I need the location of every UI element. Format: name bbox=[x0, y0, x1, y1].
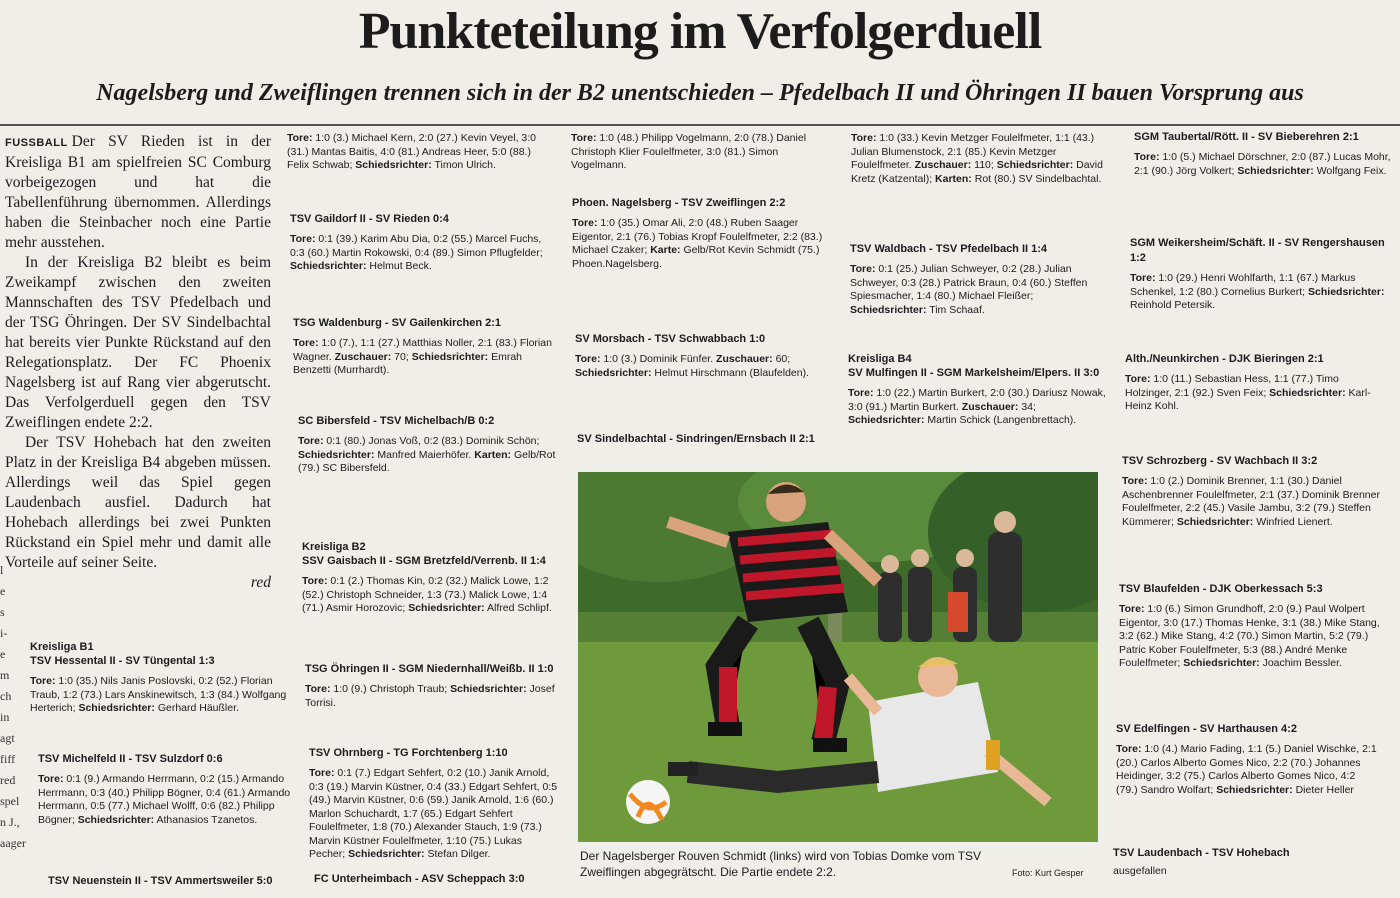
result-block: TSV Blaufelden - DJK Oberkessach 5:3 Tore: 1:0 (6.) Simon Grundhoff, 2:0 (9.) Paul Wolpert Eigentor, 3:0 (17.) Thomas Henke, 3:1 (38.) Mike Stang, 3:2 (62.) Mike Stang, 4:2 (70.) Simon Martin, 5:2 (79.) Patric Kober Foulelfmeter, 5:3 (88.) André Menke Foulelfmeter; Schiedsrichter: Joachim Bessler. bbox=[1119, 583, 1380, 669]
result-block: SV Edelfingen - SV Harthausen 4:2 Tore: 1:0 (4.) Mario Fading, 1:1 (5.) Daniel Wischke, 2:1 (20.) Carlos Alberto Gomes Nico, 2:2 (70.) Johannes Heidinger, 3:2 (75.) Carlos Alberto Gomes Nico, 4:2 (79.) Sandro Wolfart; Schiedsrichter: Dieter Heller bbox=[1116, 723, 1377, 796]
result-block: Kreisliga B1 TSV Hessental II - SV Tüngental 1:3 Tore: 1:0 (35.) Nils Janis Poslovski, 0:2 (52.) Florian Traub, 1:2 (73.) Lars Anskinewitsch, 1:3 (84.) Wolfgang Herterich; Schiedsrichter: Gerhard Häußler. bbox=[30, 641, 287, 714]
article-paragraph-3: Der TSV Hohebach hat den zweiten Platz in der Kreisliga B4 abgeben müssen. Allerdings weil das Spiel gegen Laudenbach ausfiel. Dadurch hat Hohebach allerdings bei zwei Punkten Rückstand ein Spiel mehr und damit alle Vorteile auf seiner Seite. red bbox=[5, 434, 271, 591]
header-rule bbox=[0, 124, 1400, 126]
result-block: SGM Weikersheim/Schäft. II - SV Rengershausen 1:2 Tore: 1:0 (29.) Henri Wohlfarth, 1:1 (67.) Markus Schenkel, 1:2 (80.) Cornelius Burkert; Schiedsrichter: Reinhold Petersik. bbox=[1130, 237, 1385, 311]
article-text bbox=[5, 132, 271, 593]
result-block: SV Sindelbachtal - Sindringen/Ernsbach II 2:1 bbox=[577, 433, 815, 445]
subheadline: Nagelsberg und Zweiflingen trennen sich in der B2 unentschieden – Pfedelbach II und Öhringen II bauen Vorsprung aus bbox=[96, 80, 1304, 106]
article-paragraph-1: FUSSBALL Der SV Rieden ist in der Kreisliga B1 am spielfreien SC Comburg vorbeigezogen und hat die Tabellenführung übernommen. Allerdings haben die Steinbacher noch eine Partie mehr ausstehen. bbox=[5, 133, 271, 251]
result-block: Tore: 1:0 (3.) Michael Kern, 2:0 (27.) Kevin Veyel, 3:0 (31.) Mantas Baitis, 4:0 (81.) Andreas Heer, 5:0 (88.) Felix Schwab; Schiedsrichter: Timon Ulrich. bbox=[287, 132, 537, 171]
result-block: TSV Laudenbach - TSV Hohebach ausgefallen bbox=[1113, 847, 1290, 877]
match-photo bbox=[578, 472, 1098, 842]
result-block: Tore: 1:0 (48.) Philipp Vogelmann, 2:0 (78.) Daniel Christoph Klier Foulelfmeter, 3:0 (81.) Simon Vogelmann. bbox=[571, 132, 807, 171]
result-block: SV Morsbach - TSV Schwabbach 1:0 Tore: 1:0 (3.) Dominik Fünfer. Zuschauer: 60; Schiedsrichter: Helmut Hirschmann (Blaufelden). bbox=[575, 333, 810, 379]
result-block: Alth./Neunkirchen - DJK Bieringen 2:1 Tore: 1:0 (11.) Sebastian Hess, 1:1 (77.) Timo Holzinger, 2:1 (92.) Sven Feix; Schiedsrichter: Karl-Heinz Kohl. bbox=[1125, 353, 1371, 412]
result-block: SGM Taubertal/Rött. II - SV Bieberehren 2:1 Tore: 1:0 (5.) Michael Dörschner, 2:0 (87.) Lucas Mohr, 2:1 (90.) Jörg Volkert; Schiedsrichter: Wolfgang Feix. bbox=[1134, 131, 1391, 177]
result-block: TSV Neuenstein II - TSV Ammertsweiler 5:0 bbox=[48, 875, 273, 887]
result-block: TSG Öhringen II - SGM Niedernhall/Weißb. II 1:0 Tore: 1:0 (9.) Christoph Traub; Schiedsrichter: Josef Torrisi. bbox=[305, 663, 555, 709]
article-paragraph-2: In der Kreisliga B2 bleibt es beim Zweikampf zwischen den zweiten Mannschaften des TSV Pfedelbach und der TSG Öhringen. Der SV Sindelbachtal hat bereits vier Punkte Rückstand auf den Relegationsplatz. Der FC Phoenix Nagelsberg ist auf Rang vier abgerutscht. Das Verfolgerduell gegen den TSV Zweiflingen endete 2:2. bbox=[5, 254, 271, 431]
photo-credit: Foto: Kurt Gesper bbox=[1012, 868, 1084, 878]
result-block: TSV Ohrnberg - TG Forchtenberg 1:10 Tore: 0:1 (7.) Edgart Sehfert, 0:2 (10.) Janik Arnold, 0:3 (19.) Marvin Küstner, 0:4 (33.) Edgart Sehfert, 0:5 (49.) Marvin Küstner, 0:6 (59.) Janik Arnold, 1:6 (60.) Marlon Schuchardt, 1:7 (65.) Edgart Sehfert Foulelfmeter, 1:8 (70.) Alexander Stauch, 1:9 (73.) Marvin Küstner Foulelfmeter, 1:10 (75.) Lukas Pecher; Schiedsrichter: Stefan Dilger. bbox=[309, 747, 558, 860]
result-block: SC Bibersfeld - TSV Michelbach/B 0:2 Tore: 0:1 (80.) Jonas Voß, 0:2 (83.) Dominik Schön; Schiedsrichter: Manfred Maierhöfer. Karten: Gelb/Rot (79.) SC Bibersfeld. bbox=[298, 415, 556, 474]
result-block: Kreisliga B4 SV Mulfingen II - SGM Markelsheim/Elpers. II 3:0 Tore: 1:0 (22.) Martin Burkert, 2:0 (30.) Dariusz Nowak, 3:0 (91.) Martin Burkert. Zuschauer: 34; Schiedsrichter: Martin Schick (Langenbrettach). bbox=[848, 353, 1106, 426]
result-block: TSV Waldbach - TSV Pfedelbach II 1:4 Tore: 0:1 (25.) Julian Schweyer, 0:2 (28.) Julian Schweyer, 0:3 (28.) Patrick Braun, 0:4 (60.) Steffen Spiesmacher, 1:4 (80.) Michael Fleißer; Schiedsrichter: Tim Schaaf. bbox=[850, 243, 1088, 316]
soccer-tackle-illustration bbox=[578, 472, 1098, 842]
result-block: FC Unterheimbach - ASV Scheppach 3:0 bbox=[314, 873, 525, 885]
result-block: TSV Gaildorf II - SV Rieden 0:4 Tore: 0:1 (39.) Karim Abu Dia, 0:2 (55.) Marcel Fuchs, 0:3 (60.) Martin Rokowski, 0:4 (89.) Simon Pflugfelder; Schiedsrichter: Helmut Beck. bbox=[290, 213, 543, 272]
photo-caption: Der Nagelsberger Rouven Schmidt (links) wird von Tobias Domke vom TSV Zweiflingen abgegrätscht. Die Partie endete 2:2. bbox=[580, 849, 982, 879]
headline: Punkteteilung im Verfolgerduell bbox=[358, 3, 1042, 60]
author-signature: red bbox=[250, 574, 271, 591]
result-block: TSV Michelfeld II - TSV Sulzdorf 0:6 Tore: 0:1 (9.) Armando Herrmann, 0:2 (15.) Armando Herrmann, 0:3 (40.) Philipp Bögner, 0:4 (61.) Armando Herrmann, 0:5 (77.) Michael Wolff, 0:6 (82.) Philipp Bögner; Schiedsrichter: Athanasios Tzanetos. bbox=[38, 753, 291, 826]
article-kicker: FUSSBALL bbox=[5, 137, 68, 149]
result-block: Phoen. Nagelsberg - TSV Zweiflingen 2:2 Tore: 1:0 (35.) Omar Ali, 2:0 (48.) Ruben Saager Eigentor, 2:1 (76.) Tobias Kropf Foulelfmeter, 2:2 (83.) Michael Czaker; Karte: Gelb/Rot Kevin Schmidt (75.) Phoen.Nagelsberg. bbox=[572, 197, 823, 270]
result-block: Tore: 1:0 (33.) Kevin Metzger Foulelfmeter, 1:1 (43.) Julian Blumenstock, 2:1 (85.) Kevin Metzger Foulelfmeter. Zuschauer: 110; Schiedsrichter: David Kretz (Katzental); Karten: Rot (80.) SV Sindelbachtal. bbox=[851, 132, 1103, 185]
result-block: Kreisliga B2 SSV Gaisbach II - SGM Bretzfeld/Verrenb. II 1:4 Tore: 0:1 (2.) Thomas Kin, 0:2 (32.) Malick Lowe, 1:2 (52.) Christoph Schneider, 1:3 (73.) Malick Lowe, 1:4 (71.) Asmir Horozovic; Schiedsrichter: Alfred Schlipf. bbox=[302, 541, 552, 614]
adjacent-article-fragment: l e s i- e m ch in agt fiff red spel n J., aager bbox=[0, 563, 26, 850]
result-block: TSG Waldenburg - SV Gailenkirchen 2:1 Tore: 1:0 (7.), 1:1 (27.) Matthias Noller, 2:1 (83.) Florian Wagner. Zuschauer: 70; Schiedsrichter: Emrah Benzetti (Murrhardt). bbox=[293, 317, 552, 376]
result-block: TSV Schrozberg - SV Wachbach II 3:2 Tore: 1:0 (2.) Dominik Brenner, 1:1 (30.) Daniel Aschenbrenner Foulelfmeter, 2:1 (37.) Dominik Brenner Foulelfmeter, 2:2 (45.) Vasile Jambu, 3:2 (79.) Steffen Kümmerer; Schiedsrichter: Winfried Lienert. bbox=[1122, 455, 1380, 528]
